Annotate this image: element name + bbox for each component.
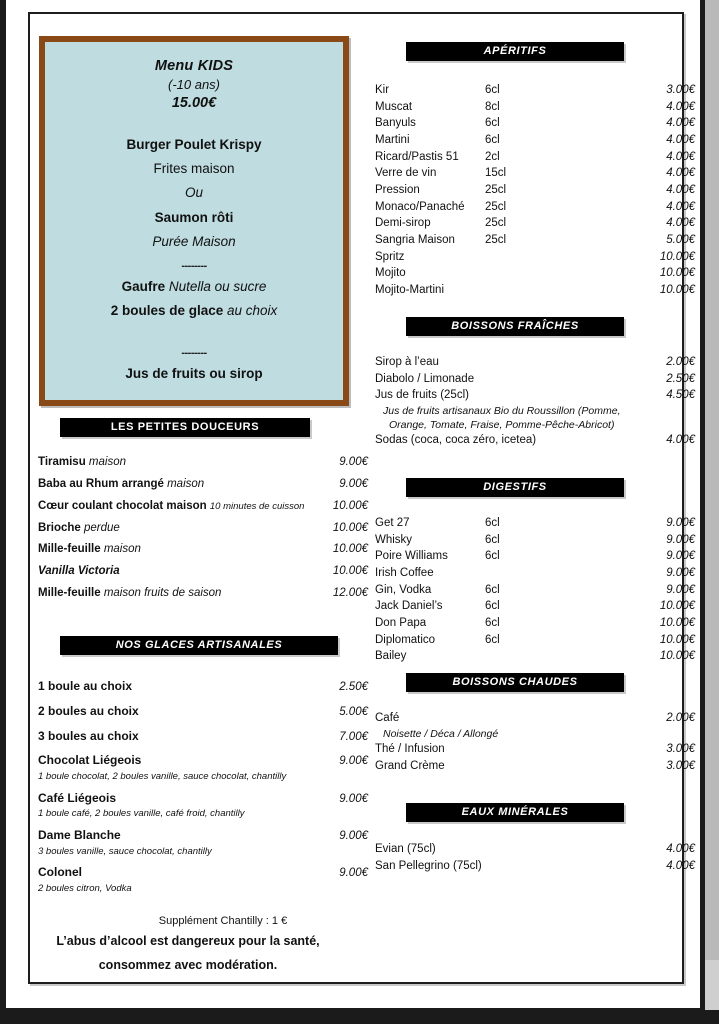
drink-row xyxy=(375,354,695,371)
kids-menu-main-1: Burger Poulet Krispy xyxy=(126,137,262,152)
dessert-name xyxy=(38,561,320,583)
drink-price: 3.00€ xyxy=(666,84,695,96)
digestifs-header: DIGESTIFS xyxy=(406,478,624,497)
glaces-header: NOS GLACES ARTISANALES xyxy=(60,636,338,655)
drink-price: 4.50€ xyxy=(666,389,695,402)
drink-price: 3.00€ xyxy=(666,759,695,772)
jus-note-line-1: Jus de fruits artisanaux Bio du Roussillon (Pomme, xyxy=(383,405,621,418)
dessert-name-bold: Cœur coulant chocolat maison xyxy=(38,499,210,512)
digestifs-section xyxy=(406,478,624,497)
drink-row xyxy=(375,215,695,232)
drink-name: Thé / Infusion xyxy=(375,742,445,755)
ice-row xyxy=(38,751,368,771)
drink-name: Don Papa xyxy=(375,617,427,630)
drink-volume: 25cl xyxy=(485,234,507,247)
ice-name: Dame Blanche xyxy=(38,827,121,842)
kids-menu-dessert-1 xyxy=(51,278,337,296)
drink-row xyxy=(375,99,695,116)
ice-price: 9.00€ xyxy=(339,792,368,805)
dessert-name-bold-italic: Vanilla Victoria xyxy=(38,565,120,578)
eaux-minerales-section xyxy=(406,803,624,822)
boissons-chaudes-section xyxy=(406,673,624,692)
ice-item xyxy=(38,677,368,697)
petites-douceurs-list xyxy=(38,452,368,605)
drink-volume xyxy=(485,648,547,665)
drink-row xyxy=(375,182,695,199)
drink-price: 3.00€ xyxy=(666,742,695,755)
dessert-row xyxy=(38,452,368,474)
drink-row xyxy=(375,565,695,582)
ice-item xyxy=(38,789,368,821)
ice-price: 9.00€ xyxy=(339,829,368,842)
drink-volume: 15cl xyxy=(485,167,507,180)
dessert-name xyxy=(38,518,320,540)
drink-name: Gin, Vodka xyxy=(375,583,432,596)
drink-row xyxy=(375,741,695,758)
aperitifs-header: APÉRITIFS xyxy=(406,42,624,61)
dessert-price: 10.00€ xyxy=(332,499,368,512)
drink-name: San Pellegrino (75cl) xyxy=(375,859,482,872)
boissons-fraiches-section xyxy=(406,317,624,336)
drink-name: Sangria Maison xyxy=(375,234,455,247)
ice-description: 3 boules vanille, sauce chocolat, chantilly xyxy=(38,845,212,857)
drink-price: 9.00€ xyxy=(666,567,695,580)
petites-douceurs-section xyxy=(60,418,310,437)
drink-volume: 6cl xyxy=(485,617,500,630)
drink-volume: 25cl xyxy=(485,184,507,197)
drink-name: Irish Coffee xyxy=(375,567,434,580)
dessert-name-bold: Baba au Rhum arrangé xyxy=(38,477,168,490)
kids-menu-price: 15.00€ xyxy=(171,95,217,111)
drink-volume: 8cl xyxy=(485,100,500,113)
drink-row xyxy=(375,582,695,599)
ice-row xyxy=(38,702,368,722)
scrollbar-thumb[interactable] xyxy=(705,0,719,960)
drink-name: Pression xyxy=(375,184,420,197)
drink-price: 10.00€ xyxy=(659,250,695,263)
menu-page xyxy=(6,0,700,1008)
drink-price: 4.00€ xyxy=(666,843,695,855)
drink-name: Muscat xyxy=(375,100,413,113)
drink-row xyxy=(375,249,695,266)
drink-name: Mojito xyxy=(375,267,406,280)
dessert-name xyxy=(38,583,320,605)
drink-price: 9.00€ xyxy=(666,583,695,596)
kids-menu-main-1-side: Frites maison xyxy=(153,161,235,177)
drink-name: Get 27 xyxy=(375,517,410,529)
drink-name: Sirop à l’eau xyxy=(375,356,439,368)
ice-name: 2 boules au choix xyxy=(38,703,139,718)
kids-menu-separator-2: -------- xyxy=(181,346,207,359)
drink-name: Poire Williams xyxy=(375,550,448,563)
drink-row xyxy=(375,132,695,149)
dessert-name-bold: Mille-feuille xyxy=(38,587,104,600)
drink-row xyxy=(375,615,695,632)
drink-volume xyxy=(485,265,547,282)
drink-row xyxy=(375,282,695,299)
drink-name: Whisky xyxy=(375,533,413,546)
dessert-row xyxy=(38,518,368,540)
dessert-price: 9.00€ xyxy=(339,477,368,490)
ice-item xyxy=(38,863,368,895)
ice-price: 7.00€ xyxy=(339,730,368,743)
boissons-fraiches-list xyxy=(375,354,695,449)
dessert-name-italic: maison fruits de saison xyxy=(103,587,222,600)
drink-name: Ricard/Pastis 51 xyxy=(375,150,459,163)
drink-volume: 6cl xyxy=(485,533,500,546)
drink-row xyxy=(375,515,695,532)
drink-volume: 25cl xyxy=(485,200,507,213)
ice-item xyxy=(38,826,368,858)
petites-douceurs-header: LES PETITES DOUCEURS xyxy=(60,418,310,437)
drink-volume: 6cl xyxy=(485,583,500,596)
drink-volume: 6cl xyxy=(485,84,500,96)
drink-price: 10.00€ xyxy=(659,267,695,280)
drink-price: 4.00€ xyxy=(666,184,695,197)
ice-description: 1 boule chocolat, 2 boules vanille, sauce chocolat, chantilly xyxy=(38,771,287,783)
ice-description: 1 boule café, 2 boules vanille, café froid, chantilly xyxy=(38,808,245,820)
drink-name: Grand Crème xyxy=(375,759,445,772)
dessert-name-italic: maison xyxy=(88,456,126,468)
kids-menu-dessert-2-bold: 2 boules de glace xyxy=(110,303,227,319)
ice-row xyxy=(38,863,368,883)
drink-row xyxy=(375,648,695,665)
ice-price: 5.00€ xyxy=(339,705,368,718)
aperitifs-list xyxy=(375,82,695,299)
drink-price: 4.00€ xyxy=(666,167,695,180)
drink-price: 4.00€ xyxy=(666,100,695,113)
drink-name: Diabolo / Limonade xyxy=(375,372,475,385)
dessert-row xyxy=(38,474,368,496)
drink-name: Jus de fruits (25cl) xyxy=(375,389,469,402)
drink-row xyxy=(375,532,695,549)
drink-price: 2.00€ xyxy=(666,356,695,368)
drink-volume: 6cl xyxy=(485,550,500,563)
drink-row xyxy=(375,858,695,875)
ice-price: 9.00€ xyxy=(339,866,368,879)
dessert-name xyxy=(38,474,320,496)
drink-name: Evian (75cl) xyxy=(375,843,436,855)
dessert-name-bold: Tiramisu xyxy=(38,456,89,468)
drink-price: 10.00€ xyxy=(659,617,695,630)
drink-volume: 6cl xyxy=(485,633,500,646)
dessert-price: 10.00€ xyxy=(332,565,368,578)
drink-volume xyxy=(485,565,547,582)
glaces-list xyxy=(38,672,368,927)
drink-row xyxy=(375,371,695,388)
eaux-minerales-list xyxy=(375,841,695,874)
drink-volume: 6cl xyxy=(485,600,500,613)
disclaimer-line-1: L’abus d’alcool est dangereux pour la santé, xyxy=(56,934,320,948)
dessert-name-italic: maison xyxy=(167,477,205,490)
drink-price: 10.00€ xyxy=(659,600,695,613)
kids-menu-main-2-side: Purée Maison xyxy=(152,233,236,249)
ice-name: Chocolat Liégeois xyxy=(38,753,142,768)
drink-price: 10.00€ xyxy=(659,284,695,297)
kids-menu-box xyxy=(39,36,349,406)
dessert-name xyxy=(38,452,320,474)
dessert-row xyxy=(38,496,368,518)
drink-price: 4.00€ xyxy=(666,434,695,447)
ice-row xyxy=(38,677,368,697)
kids-menu-main-2: Saumon rôti xyxy=(154,209,234,225)
drink-price: 4.00€ xyxy=(666,859,695,872)
drink-volume xyxy=(485,282,547,299)
aperitifs-section xyxy=(406,42,624,61)
boissons-chaudes-list xyxy=(375,710,695,774)
dessert-price: 10.00€ xyxy=(332,543,368,556)
drink-price: 4.00€ xyxy=(666,217,695,230)
kids-menu-or: Ou xyxy=(184,185,203,201)
kids-menu-title: Menu KIDS xyxy=(154,58,234,74)
drink-name: Bailey xyxy=(375,650,407,663)
drink-row xyxy=(375,710,695,727)
dessert-name-italic: maison xyxy=(103,543,141,556)
dessert-price: 10.00€ xyxy=(332,521,368,534)
dessert-row xyxy=(38,539,368,561)
ice-price: 2.50€ xyxy=(339,681,368,693)
kids-menu-dessert-1-italic: Nutella ou sucre xyxy=(168,279,267,295)
dessert-name-note: 10 minutes de cuisson xyxy=(209,500,305,512)
eaux-minerales-header: EAUX MINÉRALES xyxy=(406,803,624,822)
dessert-name-bold: Brioche xyxy=(38,521,85,534)
page-inner-border xyxy=(28,12,695,984)
ice-name: Café Liégeois xyxy=(38,790,117,805)
ice-item xyxy=(38,727,368,747)
drink-name: Diplomatico xyxy=(375,633,436,646)
drink-volume: 25cl xyxy=(485,217,507,230)
ice-name: Colonel xyxy=(38,864,82,879)
kids-menu-dessert-2-italic: au choix xyxy=(227,303,278,319)
jus-note-line-2: Orange, Tomate, Fraise, Pomme-Pêche-Abricot) xyxy=(389,419,615,432)
drink-name: Mojito-Martini xyxy=(375,284,445,297)
ice-name: 1 boule au choix xyxy=(38,679,133,693)
drink-name: Café xyxy=(375,712,400,724)
boissons-fraiches-header: BOISSONS FRAÎCHES xyxy=(406,317,624,336)
drink-price: 4.00€ xyxy=(666,117,695,130)
drink-row xyxy=(375,165,695,182)
drink-row xyxy=(375,149,695,166)
drink-name: Sodas (coca, coca zéro, icetea) xyxy=(375,434,537,447)
digestifs-list xyxy=(375,515,695,665)
kids-menu-separator-1: -------- xyxy=(181,260,207,273)
drink-name: Spritz xyxy=(375,250,405,263)
dessert-price: 9.00€ xyxy=(339,456,368,468)
drink-row xyxy=(375,387,695,404)
dessert-price: 12.00€ xyxy=(332,587,368,600)
ice-item xyxy=(38,751,368,783)
kids-menu-drink: Jus de fruits ou sirop xyxy=(125,365,263,381)
disclaimer-line-2: consommez avec modération. xyxy=(98,957,278,972)
drink-volume xyxy=(485,249,547,266)
drink-price: 2.00€ xyxy=(666,712,695,724)
supplement-chantilly: Supplément Chantilly : 1 € xyxy=(158,915,288,928)
drink-name: Verre de vin xyxy=(375,167,437,180)
drink-price: 4.00€ xyxy=(666,200,695,213)
drink-row xyxy=(375,265,695,282)
drink-price: 10.00€ xyxy=(659,633,695,646)
drink-name: Monaco/Panaché xyxy=(375,200,465,213)
drink-name: Kir xyxy=(375,84,390,96)
drink-price: 9.00€ xyxy=(666,517,695,529)
cafe-variants-note: Noisette / Déca / Allongé xyxy=(383,727,499,740)
drink-price: 10.00€ xyxy=(659,650,695,663)
dessert-name-italic: perdue xyxy=(84,521,120,534)
dessert-row xyxy=(38,583,368,605)
drink-name: Banyuls xyxy=(375,117,416,130)
glaces-section xyxy=(60,636,338,655)
drink-name: Martini xyxy=(375,134,410,147)
scrollbar[interactable] xyxy=(705,0,719,1010)
drink-price: 2.50€ xyxy=(666,372,695,385)
dessert-name xyxy=(38,496,320,518)
drink-row xyxy=(375,548,695,565)
drink-name: Demi-sirop xyxy=(375,217,431,230)
kids-menu-dessert-1-bold: Gaufre xyxy=(121,279,169,295)
drink-price: 4.00€ xyxy=(666,134,695,147)
drink-volume: 6cl xyxy=(485,117,500,130)
drink-price: 9.00€ xyxy=(666,533,695,546)
drink-price: 5.00€ xyxy=(666,234,695,247)
drink-name: Jack Daniel’s xyxy=(375,600,443,613)
drink-volume: 6cl xyxy=(485,517,500,529)
ice-row xyxy=(38,789,368,809)
ice-item xyxy=(38,702,368,722)
drink-row xyxy=(375,632,695,649)
dessert-row xyxy=(38,561,368,583)
drink-volume: 2cl xyxy=(485,150,500,163)
drink-row xyxy=(375,841,695,858)
ice-description: 2 boules citron, Vodka xyxy=(38,882,132,894)
ice-name: 3 boules au choix xyxy=(38,728,139,743)
drink-row xyxy=(375,232,695,249)
drink-row xyxy=(375,199,695,216)
drink-row xyxy=(375,758,695,775)
alcohol-disclaimer xyxy=(38,900,368,978)
ice-price: 9.00€ xyxy=(339,755,368,768)
boissons-chaudes-header: BOISSONS CHAUDES xyxy=(406,673,624,692)
dessert-name xyxy=(38,539,320,561)
dessert-name-bold: Mille-feuille xyxy=(38,543,104,556)
drink-row xyxy=(375,82,695,99)
drink-row xyxy=(375,432,695,449)
menu-content xyxy=(30,14,695,986)
ice-row xyxy=(38,727,368,747)
drink-row xyxy=(375,115,695,132)
kids-menu-age: (-10 ans) xyxy=(167,77,221,92)
drink-price: 9.00€ xyxy=(666,550,695,563)
drink-price: 4.00€ xyxy=(666,150,695,163)
drink-row xyxy=(375,598,695,615)
drink-volume: 6cl xyxy=(485,134,500,147)
kids-menu-dessert-2 xyxy=(51,302,337,320)
kids-menu-gap xyxy=(51,111,337,130)
ice-row xyxy=(38,826,368,846)
